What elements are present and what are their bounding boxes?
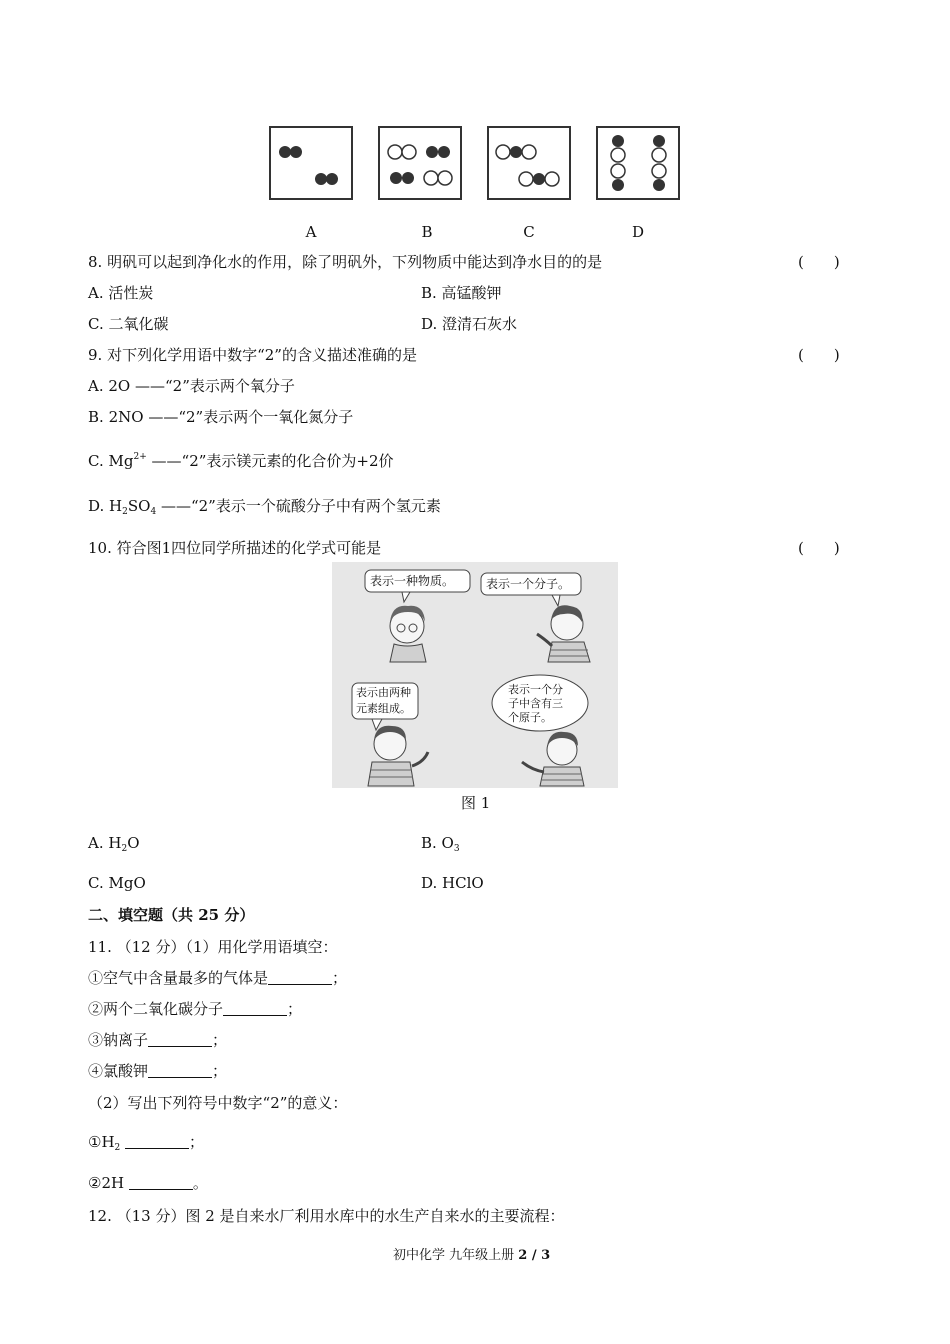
q9-c-charge: 2+ [133, 452, 147, 462]
q9-d-sub1: 2 [122, 507, 128, 517]
q10-b-text: B. O [421, 834, 454, 852]
q11-item-3-text: ③钠离子 [88, 1031, 149, 1049]
molecule-label-b: B [421, 223, 433, 241]
bubble-text-4a: 表示一个分 [508, 683, 563, 696]
q10-a-end: O [127, 834, 140, 852]
q11-item-4-blank[interactable] [148, 1063, 212, 1078]
cartoon-students-illustration [332, 562, 618, 788]
q11-item-3-blank[interactable] [148, 1032, 212, 1047]
molecule-label-d: D [631, 223, 645, 241]
q11-p2-2-text: ②2H [88, 1174, 125, 1192]
q9-option-c [88, 447, 394, 471]
q11-p2-1-blank[interactable] [125, 1134, 189, 1149]
figure-1-caption: 图 1 [461, 794, 491, 812]
q9-a-label: A. [88, 377, 104, 395]
molecule-diagram-d [598, 128, 678, 198]
q9-stem: 9. 对下列化学用语中数字“2”的含义描述准确的是 [88, 346, 417, 364]
q11-item-3 [88, 1030, 227, 1050]
figure-1-cartoon [332, 562, 618, 788]
q9-c-label: C. [88, 452, 104, 470]
q11-p2-2-blank[interactable] [129, 1175, 193, 1190]
q10-option-b [421, 833, 460, 859]
q11-item-1-blank[interactable] [268, 970, 332, 985]
q8-answer-bracket: ( ) [798, 253, 840, 271]
q9-d-label: D. [88, 497, 105, 515]
q11-p2-1-sub: 2 [114, 1143, 121, 1153]
q9-d-h: H [109, 497, 123, 515]
q11-item-1-semicolon: ； [332, 969, 348, 987]
q9-option-a [88, 376, 295, 396]
q10-b-sub: 3 [453, 844, 460, 854]
q9-d-sub2: 4 [150, 507, 157, 517]
q11-item-2-blank[interactable] [223, 1001, 287, 1016]
q9-a-text: ——“2”表示两个氧分子 [135, 377, 295, 395]
q11-part2-item-2 [88, 1173, 208, 1193]
molecule-box-b [378, 126, 462, 200]
q11-item-4 [88, 1061, 227, 1081]
molecule-label-c: C [523, 223, 535, 241]
q10-option-a [88, 833, 140, 859]
q11-item-3-semicolon: ； [212, 1031, 228, 1049]
q11-p2-1-semicolon: ； [189, 1133, 205, 1151]
q10-option-c: C. MgO [88, 874, 146, 892]
bubble-text-1: 表示一种物质。 [370, 574, 455, 588]
bubble-text-3a: 表示由两种 [356, 686, 411, 699]
q9-b-formula: 2NO [108, 408, 144, 426]
q11-part2-item-1 [88, 1132, 204, 1158]
q9-option-b [88, 407, 353, 427]
q12-stem: 12. （13 分）图 2 是自来水厂利用水库中的水生产自来水的主要流程： [88, 1207, 565, 1225]
molecule-box-d [596, 126, 680, 200]
q11-p2-2-period: 。 [192, 1174, 208, 1192]
molecule-diagram-c [489, 128, 569, 198]
section-2-title: 二、填空题（共 25 分） [88, 906, 255, 924]
footer-text: 初中化学 九年级上册 [393, 1248, 519, 1263]
q11-item-2 [88, 999, 302, 1019]
bubble-text-2: 表示一个分子。 [486, 577, 571, 591]
footer-page-number: 2 / 3 [518, 1248, 551, 1263]
molecule-label-a: A [305, 223, 317, 241]
page-footer [393, 1246, 550, 1266]
q8-option-c: C. 二氧化碳 [88, 315, 169, 333]
q9-b-text: ——“2”表示两个一氧化氮分子 [148, 408, 354, 426]
q9-d-so: SO [127, 497, 151, 515]
q9-c-formula: Mg [108, 452, 134, 470]
q8-stem: 8. 明矾可以起到净化水的作用，除了明矾外，下列物质中能达到净水目的的是 [88, 253, 603, 271]
q10-answer-bracket: ( ) [798, 539, 840, 557]
q10-a-text: A. H [88, 834, 122, 852]
bubble-text-3b: 元素组成。 [356, 702, 411, 715]
bubble-text-4c: 个原子。 [508, 711, 552, 724]
q8-option-a: A. 活性炭 [88, 284, 154, 302]
q9-option-d [88, 496, 441, 522]
bubble-text-4b: 子中含有三 [508, 697, 563, 710]
q8-option-d: D. 澄清石灰水 [421, 315, 518, 333]
q9-answer-bracket: ( ) [798, 346, 840, 364]
q11-item-4-semicolon: ； [212, 1062, 228, 1080]
q11-item-1-text: ①空气中含量最多的气体是 [88, 969, 269, 987]
q11-item-4-text: ④氯酸钾 [88, 1062, 149, 1080]
q11-item-1 [88, 968, 347, 988]
molecule-box-a [269, 126, 353, 200]
q8-option-b: B. 高锰酸钾 [421, 284, 502, 302]
q9-c-text: ——“2”表示镁元素的化合价为+2价 [151, 452, 394, 470]
q10-option-d: D. HClO [421, 874, 484, 892]
q9-a-formula: 2O [108, 377, 131, 395]
q10-stem: 10. 符合图1四位同学所描述的化学式可能是 [88, 539, 382, 557]
molecule-diagram-a [271, 128, 351, 198]
molecule-diagram-b [380, 128, 460, 198]
q11-item-2-text: ②两个二氧化碳分子 [88, 1000, 224, 1018]
q11-stem: 11. （12 分）（1）用化学用语填空： [88, 938, 338, 956]
q11-p2-1-text: ①H [88, 1133, 115, 1151]
q11-part2-stem: （2）写出下列符号中数字“2”的意义： [88, 1094, 348, 1112]
q11-item-2-semicolon: ； [287, 1000, 303, 1018]
q9-b-label: B. [88, 408, 104, 426]
molecule-box-c [487, 126, 571, 200]
q10-a-sub: 2 [121, 844, 128, 854]
q9-d-text: ——“2”表示一个硫酸分子中有两个氢元素 [160, 497, 441, 515]
